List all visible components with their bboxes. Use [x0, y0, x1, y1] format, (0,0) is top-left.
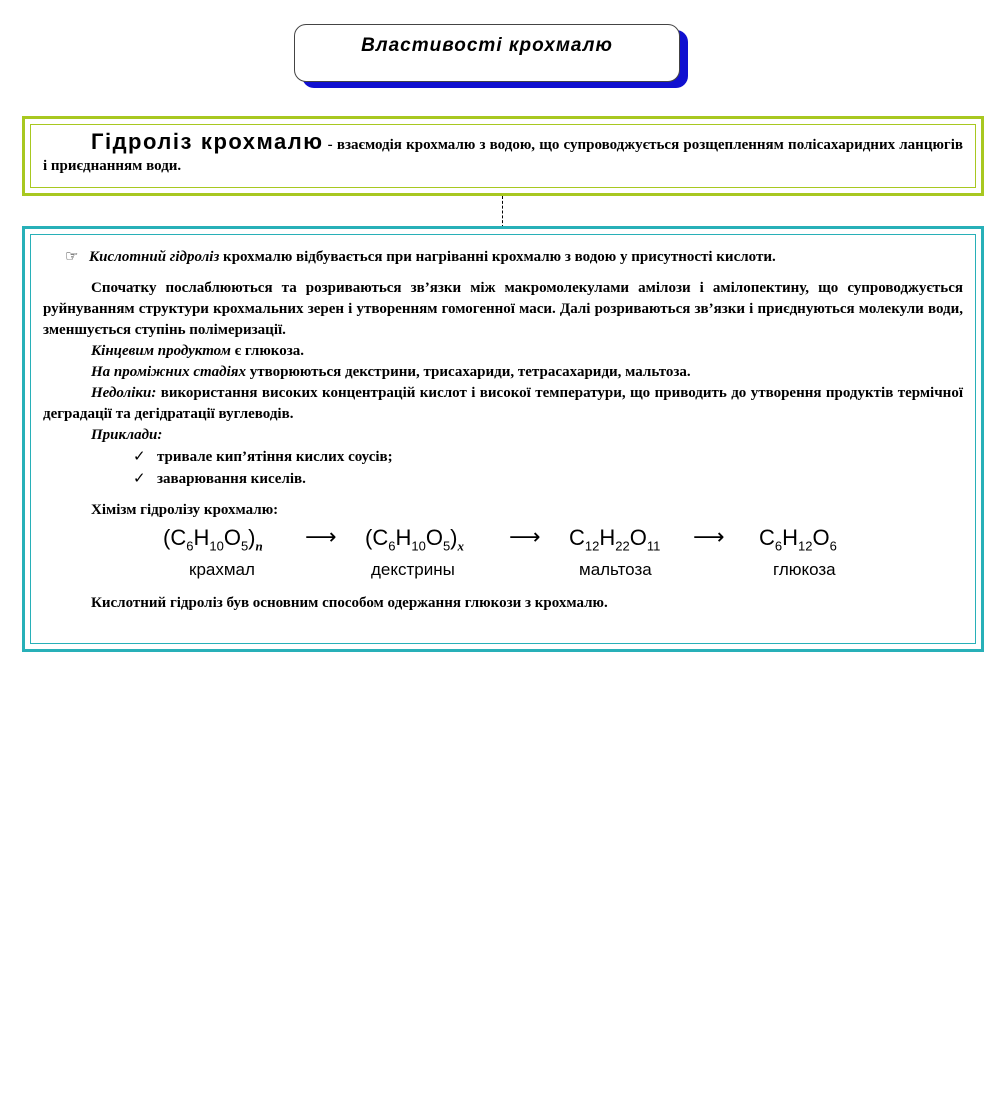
definition-text — [43, 131, 963, 177]
intermediate-text: утворюються декстрини, трисахариди, тетрасахариди, мальтоза. — [249, 364, 691, 380]
drawbacks-text: використання високих концентрацій кислот і високої температури, що приводить до утворення продуктів термічної деградації та дегідратації вуглеводів. — [43, 385, 963, 422]
definition-dash: - — [327, 137, 333, 153]
title-box — [294, 24, 680, 82]
drawbacks-line — [43, 383, 963, 425]
final-product-line — [43, 341, 963, 362]
hand-pointing-icon: ☞ — [65, 249, 79, 265]
list-item — [133, 468, 963, 490]
connector-line — [502, 196, 503, 228]
definition-body: взаємодія крохмалю з водою, що супроводжується розщепленням полісахаридних ланцюгів і приєднанням води. — [43, 137, 963, 174]
example-text: тривале кип’ятіння кислих соусів; — [157, 449, 393, 465]
final-label: Кінцевим продуктом — [91, 343, 231, 359]
arrow-right-icon: ⟶ — [509, 525, 541, 550]
definition-frame — [22, 116, 984, 196]
definition-term: Гідроліз крохмалю — [91, 129, 324, 154]
drawbacks-label: Недоліки: — [91, 385, 157, 401]
examples-list — [43, 446, 963, 490]
process-paragraph: Спочатку послаблюються та розриваються зв’язки між макромолекулами амілози і амілопектину, що супроводжується руйнуванням структури крохмальних зерен і утворенням гомогенної маси. Далі розриваються зв’язки і приєднуються молекули води, зменшується ступінь полімеризації. — [43, 280, 963, 338]
spacer — [43, 490, 963, 500]
arrow-right-icon: ⟶ — [693, 525, 725, 550]
formula-maltose: $C_{12}H_{22}O_{11}$ — [569, 525, 661, 554]
intermediate-line — [43, 362, 963, 383]
name-maltose: мальтоза — [579, 560, 652, 579]
example-text: заварювання киселів. — [157, 471, 306, 487]
lead-text: крохмалю відбувається при нагріванні крохмалю з водою у присутності кислоти. — [223, 249, 776, 265]
check-icon: ✓ — [133, 447, 146, 465]
formula-dextrins: $(C_6H_{10}O_5)_x$ — [365, 525, 464, 554]
examples-label: Приклади: — [91, 427, 163, 443]
formula-starch: $(C_6H_{10}O_5)_n$ — [163, 525, 263, 554]
hydrolysis-scheme — [163, 527, 893, 587]
spacer — [43, 268, 963, 278]
lead-italic: Кислотний гідроліз — [89, 249, 220, 265]
formula-glucose: $C_6H_{12}O_6$ — [759, 525, 837, 554]
acid-hydrolysis-content — [43, 247, 963, 614]
examples-line — [43, 425, 963, 446]
name-starch: крахмал — [189, 560, 255, 579]
list-item — [133, 446, 963, 468]
check-icon: ✓ — [133, 469, 146, 487]
conclusion-line: Кислотний гідроліз був основним способом одержання глюкози з крохмалю. — [91, 595, 608, 611]
intermediate-label: На проміжних стадіях — [91, 364, 246, 380]
arrow-right-icon: ⟶ — [305, 525, 337, 550]
acid-hydrolysis-frame — [22, 226, 984, 652]
name-dextrins: декстрины — [371, 560, 455, 579]
scheme-title: Хімізм гідролізу крохмалю: — [91, 502, 279, 518]
final-text: є глюкоза. — [234, 343, 305, 359]
lead-line — [43, 247, 963, 268]
page-title: Властивості крохмалю — [361, 35, 613, 56]
name-glucose: глюкоза — [773, 560, 836, 579]
